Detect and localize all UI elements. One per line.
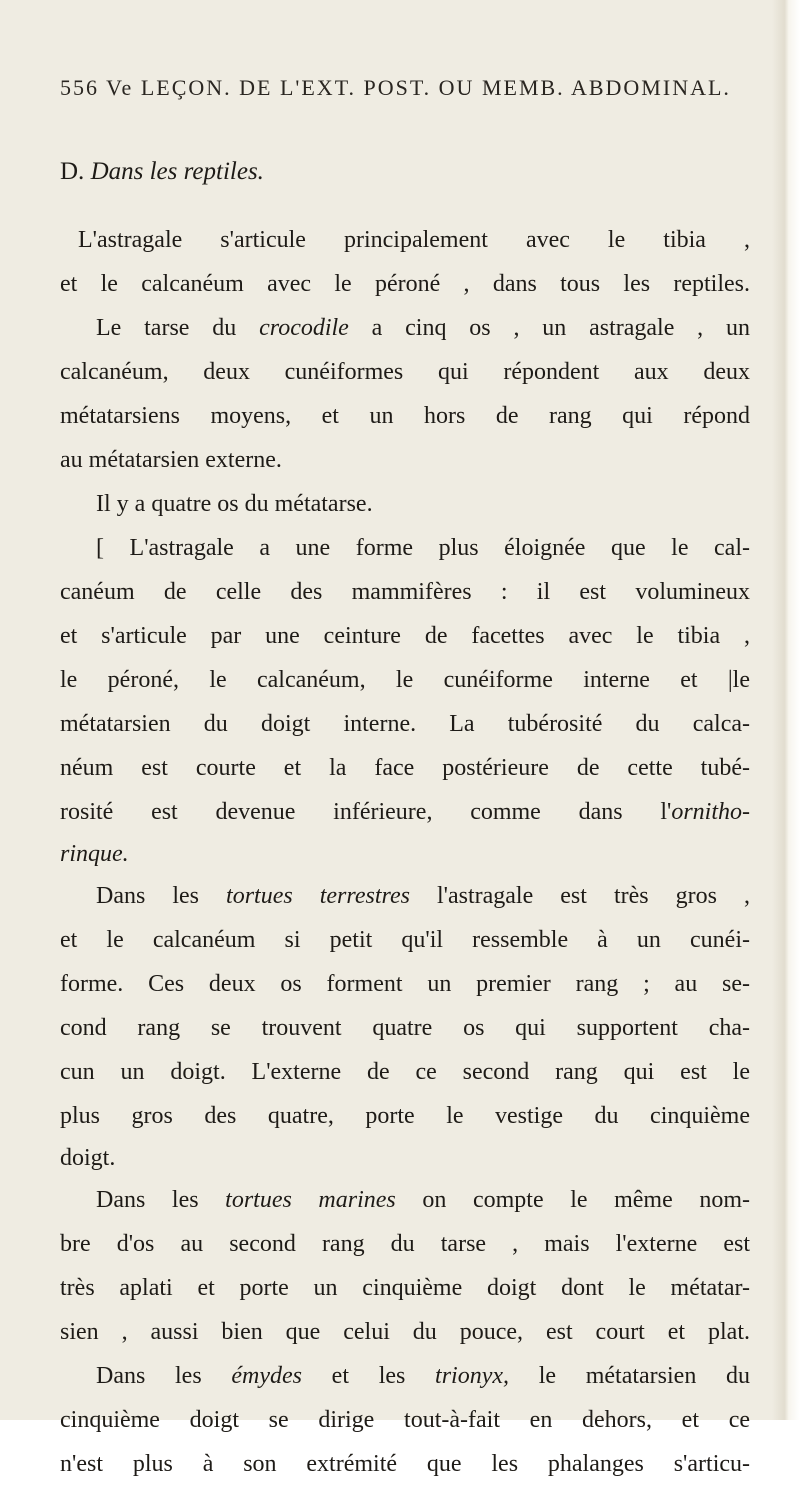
text-line: au métatarsien externe. <box>60 447 282 473</box>
italic-term: crocodile <box>259 315 349 341</box>
text-line: le péroné, le calcanéum, le cunéiforme interne et |le <box>60 667 750 693</box>
text-line: et le calcanéum si petit qu'il ressemble à un cunéi- <box>60 927 750 953</box>
text-line: Dans les tortues terrestres l'astragale est très gros , <box>96 883 750 909</box>
italic-term: rinque. <box>60 841 129 867</box>
text-line: cond rang se trouvent quatre os qui supportent cha- <box>60 1015 750 1041</box>
section-heading <box>60 158 264 186</box>
text-line: calcanéum, deux cunéiformes qui répondent aux deux <box>60 359 750 385</box>
text-line: Dans les émydes et les trionyx, le métatarsien du <box>96 1363 750 1389</box>
italic-term: tortues terrestres <box>226 883 410 909</box>
text-line: cun un doigt. L'externe de ce second rang qui est le <box>60 1059 750 1085</box>
text-line: rosité est devenue inférieure, comme dans l'ornitho- <box>60 799 750 825</box>
text-line: sien , aussi bien que celui du pouce, est court et plat. <box>60 1319 750 1345</box>
section-title: Dans les reptiles. <box>90 158 264 185</box>
text-line: Il y a quatre os du métatarse. <box>96 491 373 517</box>
text-line: métatarsien du doigt interne. La tubérosité du calca- <box>60 711 750 737</box>
text-line: métatarsiens moyens, et un hors de rang qui répond <box>60 403 750 429</box>
text-line: néum est courte et la face postérieure de cette tubé- <box>60 755 750 781</box>
running-head: 556 Ve LEÇON. DE L'EXT. POST. OU MEMB. ABDOMINAL. <box>60 75 731 100</box>
page-edge-shadow <box>772 0 800 1420</box>
text-line: forme. Ces deux os forment un premier rang ; au se- <box>60 971 750 997</box>
text-line: Le tarse du crocodile a cinq os , un astragale , un <box>96 315 751 341</box>
italic-term: tortues marines <box>225 1187 396 1213</box>
text-line: doigt. <box>60 1145 116 1171</box>
text-line: [ L'astragale a une forme plus éloignée que le cal- <box>96 535 750 561</box>
text-line: et le calcanéum avec le péroné , dans tous les reptiles. <box>60 271 750 297</box>
section-letter: D. <box>60 158 85 185</box>
text-line: bre d'os au second rang du tarse , mais l'externe est <box>60 1231 750 1257</box>
text-line: cinquième doigt se dirige tout-à-fait en dehors, et ce <box>60 1407 750 1433</box>
text-line <box>60 834 750 874</box>
text-line: Dans les tortues marines on compte le même nom- <box>96 1187 750 1213</box>
text-line: très aplati et porte un cinquième doigt dont le métatar- <box>60 1275 750 1301</box>
body-text <box>60 218 750 1486</box>
text-line: canéum de celle des mammifères : il est volumineux <box>60 579 750 605</box>
text-line: et s'articule par une ceinture de facettes avec le tibia , <box>60 623 750 649</box>
italic-term: ornitho- <box>671 799 750 825</box>
italic-term: émydes <box>231 1363 302 1389</box>
italic-term: trionyx, <box>435 1363 510 1389</box>
text-line: L'astragale s'articule principalement avec le tibia , <box>78 227 750 253</box>
text-line: plus gros des quatre, porte le vestige du cinquième <box>60 1103 750 1129</box>
text-line: n'est plus à son extrémité que les phalanges s'articu- <box>60 1451 750 1477</box>
